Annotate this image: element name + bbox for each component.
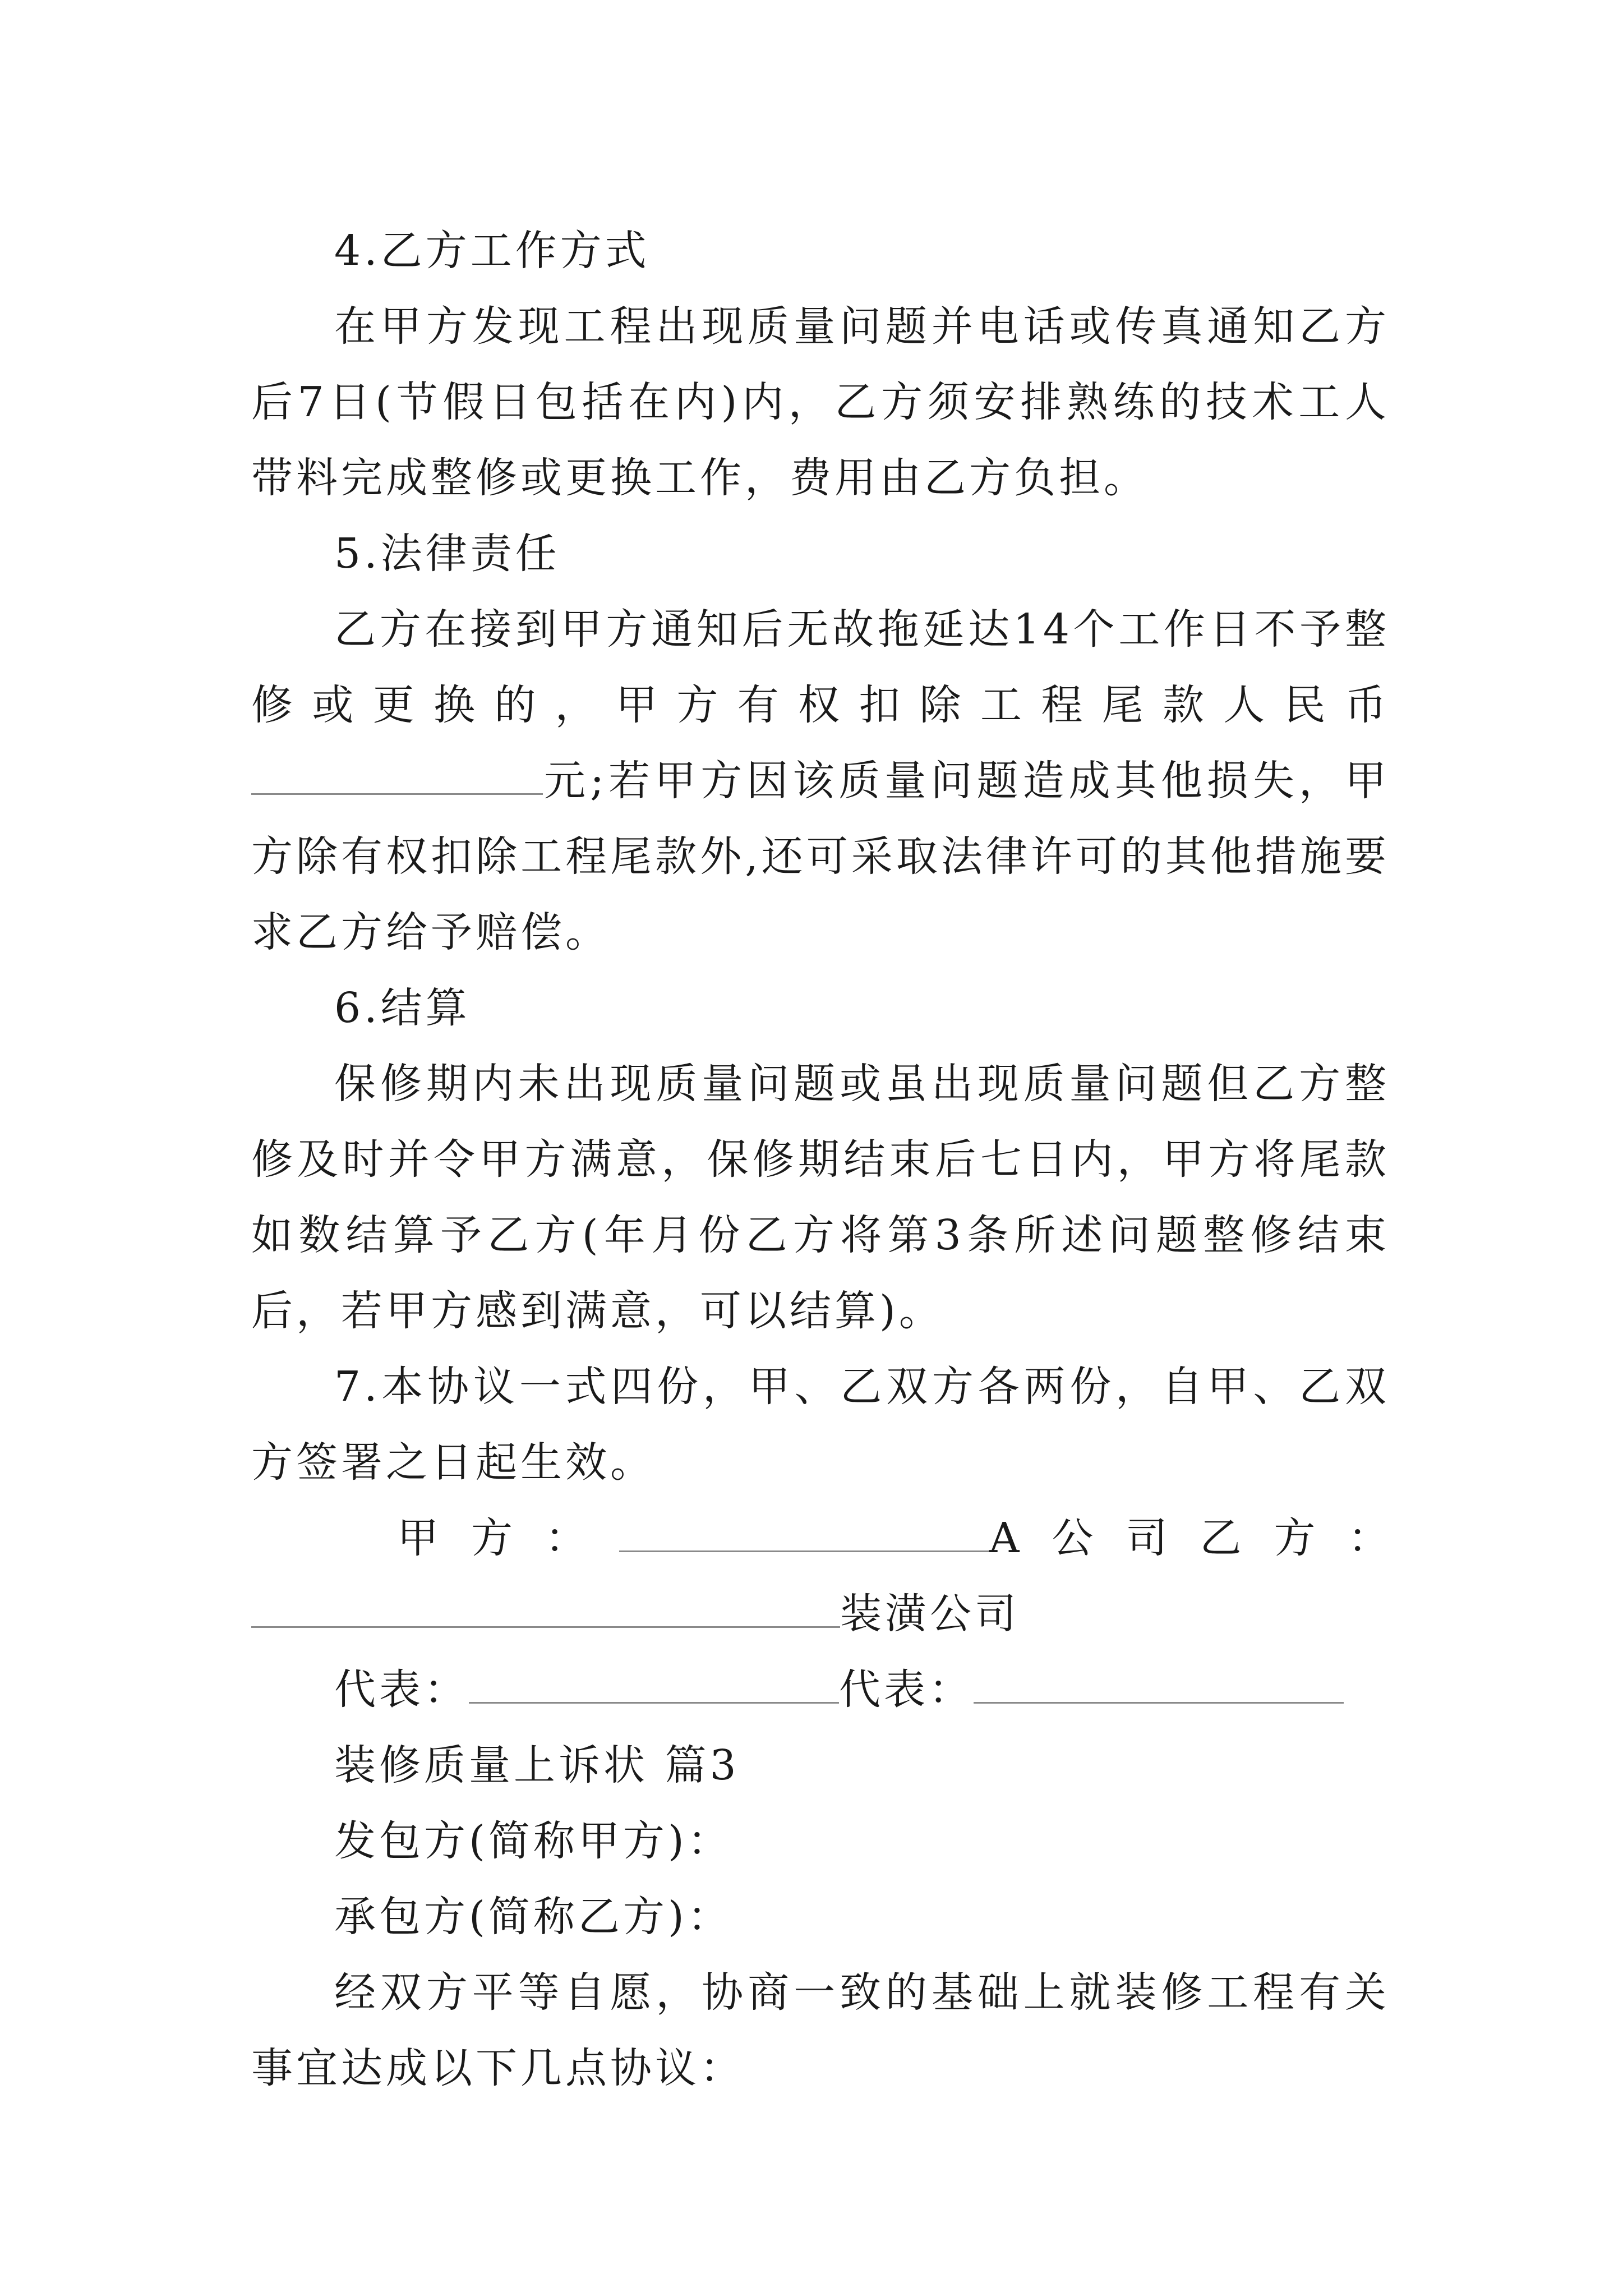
party-a-blank: [619, 1511, 989, 1552]
rep-b-label: 代表：: [839, 1665, 974, 1714]
party-b-company-row: [251, 1576, 1390, 1652]
party-b-blank: [251, 1587, 840, 1628]
section-5-text-part2: 元;若甲方因该质量问题造成其他损失，甲方除有权扣除工程尾款外,还可采取法律许可的其他措施要求乙方给予赔偿。: [251, 757, 1390, 956]
party-a-label: 甲方：: [397, 1514, 619, 1562]
party-signature-row: [251, 1501, 1422, 1576]
party-b-company: 装潢公司: [840, 1590, 1020, 1638]
section-4-paragraph: 在甲方发现工程出现质量问题并电话或传真通知乙方后7日(节假日包括在内)内，乙方须安排熟练的技术工人带料完成整修或更换工作，费用由乙方负担。: [251, 302, 1390, 502]
section-4-title: 4.乙方工作方式: [334, 227, 650, 275]
rep-a-blank: [469, 1663, 839, 1704]
party-b-label: 乙方：: [1200, 1514, 1422, 1562]
rep-a-label: 代表：: [334, 1665, 469, 1714]
section-6-title: 6.结算: [334, 984, 471, 1032]
party-a-company: A公司: [989, 1514, 1200, 1562]
representative-row: [251, 1652, 1390, 1728]
amount-blank: [251, 754, 543, 795]
next-article-title: 装修质量上诉状 篇3: [334, 1741, 740, 1789]
section-5-title: 5.法律责任: [334, 530, 560, 578]
document-body: [251, 213, 1422, 2106]
section-5-text-part1: 乙方在接到甲方通知后无故拖延达14个工作日不予整修或更换的，甲方有权扣除工程尾款人民币: [251, 605, 1390, 729]
section-5-paragraph: [251, 592, 1390, 970]
contractor-line: 承包方(简称乙方)：: [334, 1893, 732, 1941]
section-7-paragraph: 7.本协议一式四份，甲、乙双方各两份，自甲、乙双方签署之日起生效。: [251, 1363, 1390, 1487]
section-6-paragraph: 保修期内未出现质量问题或虽出现质量问题但乙方整修及时并令甲方满意，保修期结束后七日内，甲方将尾款如数结算予乙方(年月份乙方将第3条所述问题整修结束后，若甲方感到满意，可以结算)。: [251, 1060, 1390, 1335]
closing-paragraph: 经双方平等自愿，协商一致的基础上就装修工程有关事宜达成以下几点协议：: [251, 1968, 1390, 2092]
rep-b-blank: [974, 1663, 1344, 1704]
employer-line: 发包方(简称甲方)：: [334, 1817, 732, 1865]
